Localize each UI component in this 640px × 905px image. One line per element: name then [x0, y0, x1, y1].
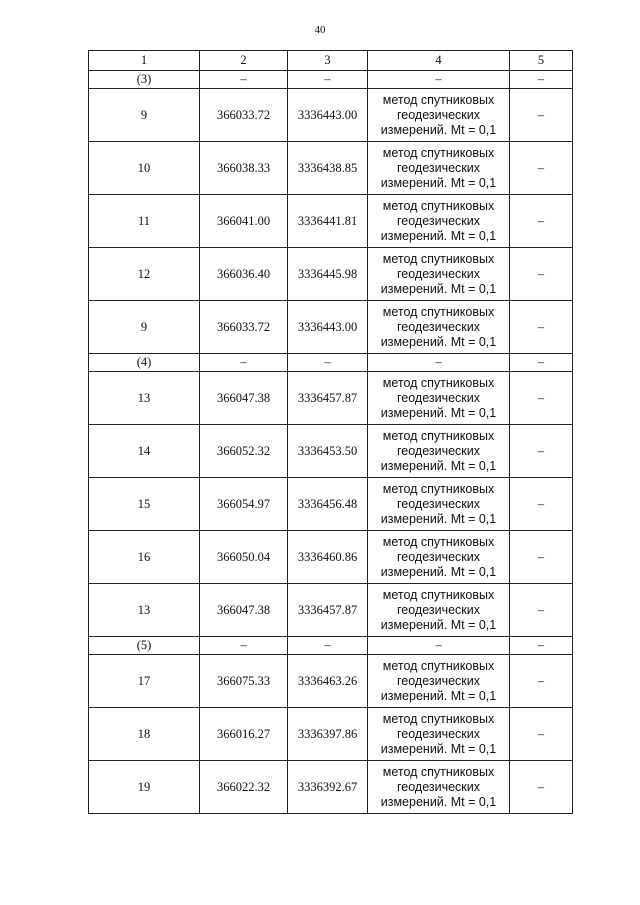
table-row: [89, 142, 573, 195]
method-text-line: метод спутниковых: [382, 764, 495, 779]
point-number-cell: 9: [89, 89, 200, 142]
y-coordinate-cell: 3336463.26: [288, 655, 368, 708]
method-text-line: геодезических: [396, 213, 480, 228]
y-coordinate-cell: 3336441.81: [288, 195, 368, 248]
group-row: [89, 354, 573, 372]
dash-cell: –: [200, 71, 288, 89]
point-number-cell: 12: [89, 248, 200, 301]
y-coordinate-cell: 3336457.87: [288, 372, 368, 425]
method-text-line: измерений. Mt = 0,1: [380, 794, 497, 809]
method-text-line: геодезических: [396, 160, 480, 175]
method-text-line: метод спутниковых: [382, 375, 495, 390]
method-text-line: геодезических: [396, 443, 480, 458]
method-text-line: метод спутниковых: [382, 587, 495, 602]
dash-cell: –: [510, 354, 573, 372]
y-coordinate-cell: 3336456.48: [288, 478, 368, 531]
table-row: [89, 248, 573, 301]
method-text-line: геодезических: [396, 549, 480, 564]
method-text-line: метод спутниковых: [382, 481, 495, 496]
table-row: [89, 89, 573, 142]
method-cell: [368, 531, 510, 584]
dash-cell: –: [510, 425, 573, 478]
point-number-cell: 11: [89, 195, 200, 248]
header-cell-1: 1: [89, 51, 200, 71]
x-coordinate-cell: 366036.40: [200, 248, 288, 301]
table-row: [89, 584, 573, 637]
table-row: [89, 372, 573, 425]
table-row: [89, 425, 573, 478]
dash-cell: –: [368, 354, 510, 372]
method-text-line: метод спутниковых: [382, 145, 495, 160]
method-text-line: измерений. Mt = 0,1: [380, 564, 497, 579]
dash-cell: –: [510, 248, 573, 301]
dash-cell: –: [510, 708, 573, 761]
dash-cell: –: [510, 478, 573, 531]
header-cell-4: 4: [368, 51, 510, 71]
point-number-cell: 16: [89, 531, 200, 584]
method-text-line: геодезических: [396, 602, 480, 617]
y-coordinate-cell: 3336392.67: [288, 761, 368, 814]
x-coordinate-cell: 366050.04: [200, 531, 288, 584]
method-text-line: геодезических: [396, 726, 480, 741]
y-coordinate-cell: 3336453.50: [288, 425, 368, 478]
x-coordinate-cell: 366033.72: [200, 301, 288, 354]
x-coordinate-cell: 366041.00: [200, 195, 288, 248]
header-cell-3: 3: [288, 51, 368, 71]
point-number-cell: 13: [89, 372, 200, 425]
method-text-line: измерений. Mt = 0,1: [380, 741, 497, 756]
method-text-line: метод спутниковых: [382, 534, 495, 549]
method-text-line: метод спутниковых: [382, 198, 495, 213]
method-cell: [368, 142, 510, 195]
method-cell: [368, 761, 510, 814]
group-row: [89, 71, 573, 89]
method-cell: [368, 248, 510, 301]
method-text-line: геодезических: [396, 107, 480, 122]
method-text-line: метод спутниковых: [382, 304, 495, 319]
dash-cell: –: [510, 584, 573, 637]
y-coordinate-cell: 3336460.86: [288, 531, 368, 584]
table-row: [89, 655, 573, 708]
dash-cell: –: [510, 761, 573, 814]
x-coordinate-cell: 366047.38: [200, 584, 288, 637]
x-coordinate-cell: 366022.32: [200, 761, 288, 814]
y-coordinate-cell: 3336438.85: [288, 142, 368, 195]
method-cell: [368, 708, 510, 761]
method-text-line: геодезических: [396, 779, 480, 794]
dash-cell: –: [510, 655, 573, 708]
method-cell: [368, 425, 510, 478]
method-text-line: измерений. Mt = 0,1: [380, 617, 497, 632]
dash-cell: –: [288, 354, 368, 372]
method-text-line: метод спутниковых: [382, 251, 495, 266]
dash-cell: –: [368, 71, 510, 89]
dash-cell: –: [510, 637, 573, 655]
point-number-cell: 19: [89, 761, 200, 814]
coordinates-table: [88, 50, 573, 814]
x-coordinate-cell: 366047.38: [200, 372, 288, 425]
x-coordinate-cell: 366033.72: [200, 89, 288, 142]
group-label-cell: (3): [89, 71, 200, 89]
group-label-cell: (4): [89, 354, 200, 372]
table-row: [89, 761, 573, 814]
y-coordinate-cell: 3336457.87: [288, 584, 368, 637]
y-coordinate-cell: 3336443.00: [288, 301, 368, 354]
point-number-cell: 10: [89, 142, 200, 195]
method-text-line: измерений. Mt = 0,1: [380, 281, 497, 296]
x-coordinate-cell: 366016.27: [200, 708, 288, 761]
table-row: [89, 531, 573, 584]
method-text-line: геодезических: [396, 496, 480, 511]
dash-cell: –: [288, 71, 368, 89]
method-cell: [368, 301, 510, 354]
table-row: [89, 195, 573, 248]
method-cell: [368, 478, 510, 531]
dash-cell: –: [200, 637, 288, 655]
x-coordinate-cell: 366038.33: [200, 142, 288, 195]
method-text-line: измерений. Mt = 0,1: [380, 688, 497, 703]
method-text-line: измерений. Mt = 0,1: [380, 334, 497, 349]
y-coordinate-cell: 3336397.86: [288, 708, 368, 761]
table-body: [89, 51, 573, 814]
method-cell: [368, 89, 510, 142]
dash-cell: –: [368, 637, 510, 655]
dash-cell: –: [288, 637, 368, 655]
dash-cell: –: [510, 301, 573, 354]
method-text-line: геодезических: [396, 266, 480, 281]
method-text-line: измерений. Mt = 0,1: [380, 122, 497, 137]
dash-cell: –: [510, 142, 573, 195]
point-number-cell: 18: [89, 708, 200, 761]
method-text-line: измерений. Mt = 0,1: [380, 511, 497, 526]
x-coordinate-cell: 366075.33: [200, 655, 288, 708]
method-text-line: измерений. Mt = 0,1: [380, 228, 497, 243]
dash-cell: –: [200, 354, 288, 372]
method-cell: [368, 195, 510, 248]
point-number-cell: 15: [89, 478, 200, 531]
point-number-cell: 13: [89, 584, 200, 637]
method-text-line: метод спутниковых: [382, 92, 495, 107]
table-row: [89, 708, 573, 761]
method-text-line: геодезических: [396, 673, 480, 688]
point-number-cell: 14: [89, 425, 200, 478]
table-row: [89, 301, 573, 354]
header-cell-5: 5: [510, 51, 573, 71]
method-text-line: измерений. Mt = 0,1: [380, 175, 497, 190]
dash-cell: –: [510, 89, 573, 142]
point-number-cell: 17: [89, 655, 200, 708]
table-header-row: [89, 51, 573, 71]
method-cell: [368, 584, 510, 637]
dash-cell: –: [510, 372, 573, 425]
method-text-line: геодезических: [396, 319, 480, 334]
method-cell: [368, 372, 510, 425]
point-number-cell: 9: [89, 301, 200, 354]
group-label-cell: (5): [89, 637, 200, 655]
dash-cell: –: [510, 531, 573, 584]
dash-cell: –: [510, 195, 573, 248]
method-cell: [368, 655, 510, 708]
method-text-line: метод спутниковых: [382, 658, 495, 673]
x-coordinate-cell: 366052.32: [200, 425, 288, 478]
method-text-line: геодезических: [396, 390, 480, 405]
header-cell-2: 2: [200, 51, 288, 71]
y-coordinate-cell: 3336443.00: [288, 89, 368, 142]
method-text-line: метод спутниковых: [382, 711, 495, 726]
method-text-line: метод спутниковых: [382, 428, 495, 443]
method-text-line: измерений. Mt = 0,1: [380, 405, 497, 420]
group-row: [89, 637, 573, 655]
x-coordinate-cell: 366054.97: [200, 478, 288, 531]
table-row: [89, 478, 573, 531]
page-number: 40: [314, 24, 326, 36]
method-text-line: измерений. Mt = 0,1: [380, 458, 497, 473]
dash-cell: –: [510, 71, 573, 89]
y-coordinate-cell: 3336445.98: [288, 248, 368, 301]
